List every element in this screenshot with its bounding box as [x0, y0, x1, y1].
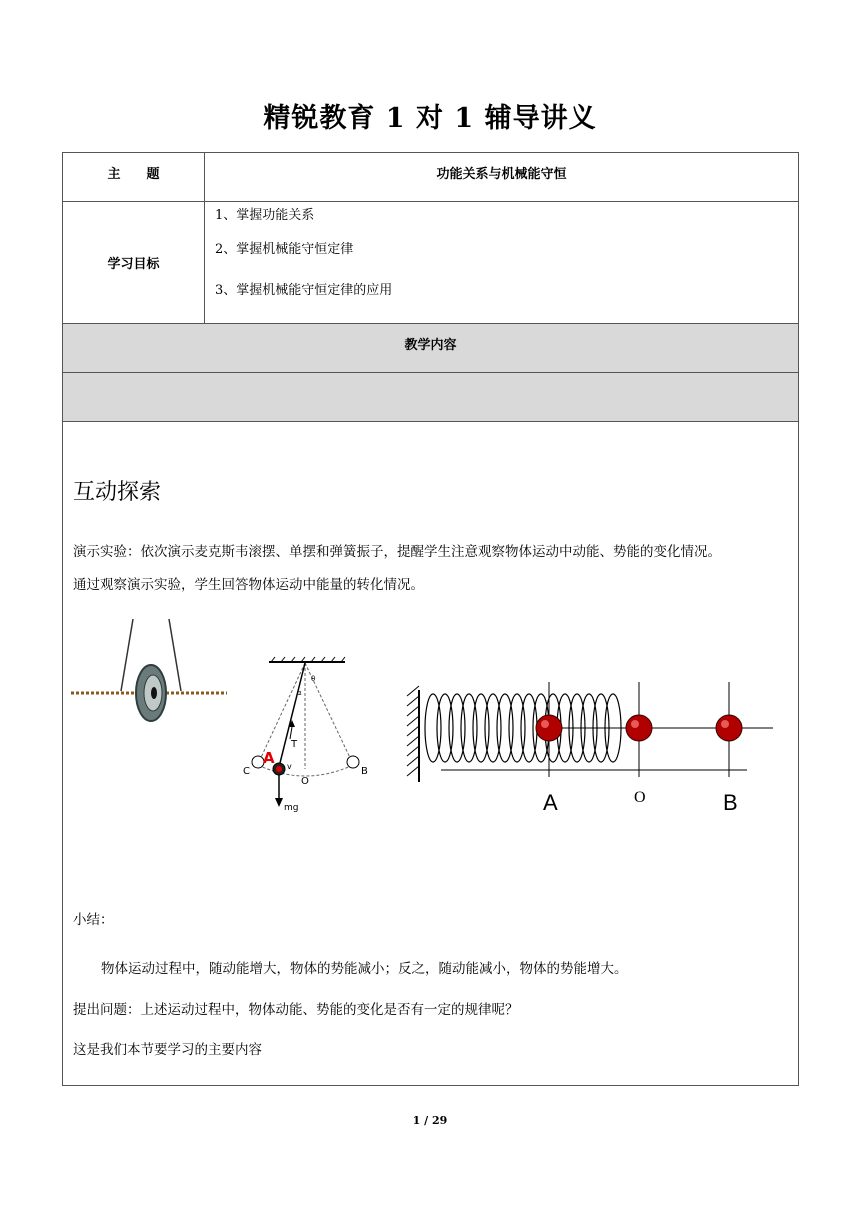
- label-B-pendulum: B: [361, 766, 368, 777]
- label-T: T: [291, 739, 298, 750]
- label-alpha: α: [297, 689, 302, 697]
- closing-text: 这是我们本节要学习的主要内容: [73, 1042, 262, 1058]
- intro-paragraph-2: 通过观察演示实验，学生回答物体运动中能量的转化情况。: [73, 577, 424, 593]
- content-header: 教学内容: [63, 324, 799, 373]
- maxwell-wheel-figure: [71, 619, 231, 729]
- topic-label: 主 题: [63, 153, 205, 202]
- content-header-row: [63, 324, 799, 373]
- label-theta: θ: [311, 675, 316, 683]
- goal-item: 2、掌握机械能守恒定律: [215, 242, 354, 257]
- label-mg: mg: [284, 803, 299, 813]
- label-C: C: [243, 766, 250, 777]
- topic-value: 功能关系与机械能守恒: [205, 153, 799, 202]
- topic-row: [63, 153, 799, 202]
- goal-item: 3、掌握机械能守恒定律的应用: [215, 283, 393, 298]
- pendulum-figure: [237, 657, 382, 817]
- document-title: 精锐教育 1 对 1 辅导讲义: [263, 103, 597, 134]
- blank-gray-row: [63, 373, 799, 422]
- summary-text: 物体运动过程中，随动能增大，物体的势能减小；反之，随动能减小，物体的势能增大。: [101, 961, 628, 977]
- section-heading: 互动探索: [73, 480, 162, 505]
- label-A-pendulum: A: [263, 749, 275, 767]
- content-cell: [63, 422, 799, 1086]
- goals-list: [205, 202, 799, 324]
- content-row: [63, 422, 799, 1086]
- page-number: 1 / 29: [412, 1114, 448, 1127]
- goals-label: 学习目标: [63, 202, 205, 324]
- label-O-pendulum: O: [301, 776, 309, 787]
- summary-label: 小结：: [73, 912, 114, 928]
- intro-paragraph: 演示实验：依次演示麦克斯韦滚摆、单摆和弹簧振子，提醒学生注意观察物体运动中动能、势能的变化情况。: [73, 544, 721, 560]
- spring-oscillator-figure: [401, 682, 738, 822]
- goal-item: 1、掌握功能关系: [215, 208, 315, 223]
- blank-gray-cell: [63, 373, 799, 422]
- lesson-table: [62, 152, 799, 1086]
- goals-row: [63, 202, 799, 324]
- label-B-spring: B: [723, 790, 738, 815]
- label-O-spring: O: [634, 789, 646, 806]
- label-A-spring: A: [543, 790, 558, 815]
- label-v: v: [287, 762, 292, 771]
- question-text: 提出问题：上述运动过程中，物体动能、势能的变化是否有一定的规律呢？: [73, 1002, 519, 1018]
